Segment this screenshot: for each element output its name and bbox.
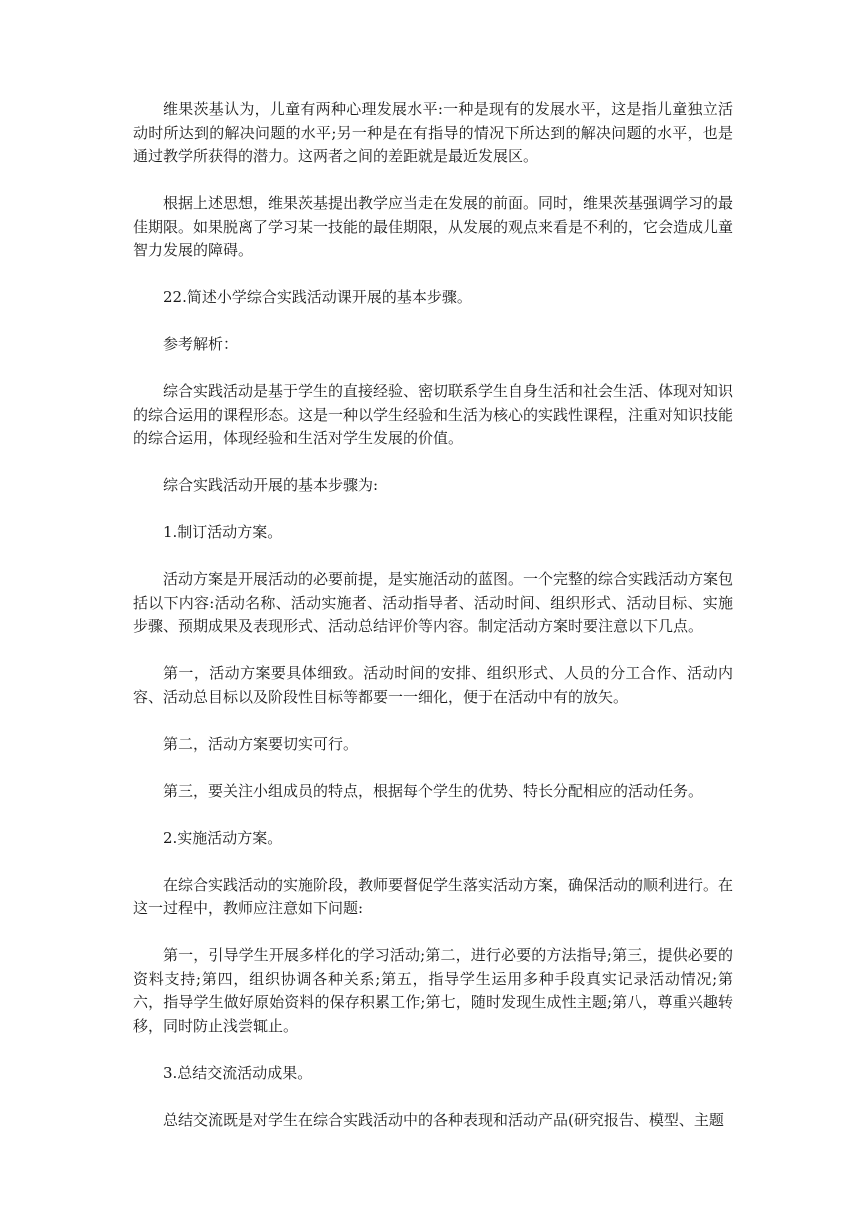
paragraph-plan-content: 活动方案是开展活动的必要前提，是实施活动的蓝图。一个完整的综合实践活动方案包括以下内容:活动名称、活动实施者、活动指导者、活动时间、组织形式、活动目标、实施步骤、预期成果及表现形式、活动总结评价等内容。制定活动方案时要注意以下几点。 [133, 570, 734, 635]
paragraph-steps-intro: 综合实践活动开展的基本步骤为: [163, 476, 379, 494]
paragraph-vygotsky-levels: 维果茨基认为，儿童有两种心理发展水平:一种是现有的发展水平，这是指儿童独立活动时所达到的解决问题的水平;另一种是在有指导的情况下所达到的解决问题的水平，也是通过教学所获得的潜力。这两者之间的差距就是最近发展区。 [133, 100, 733, 165]
reference-answer-label: 参考解析： [163, 335, 239, 353]
paragraph-plan-point-1: 第一，活动方案要具体细致。活动时间的安排、组织形式、人员的分工合作、活动内容、活动总目标以及阶段性目标等都要一一细化，便于在活动中有的放矢。 [133, 664, 733, 706]
step-2-heading: 2.实施活动方案。 [163, 828, 283, 847]
paragraph-plan-point-3: 第三，要关注小组成员的特点，根据每个学生的优势、特长分配相应的活动任务。 [163, 781, 704, 800]
paragraph-plan-point-2: 第二，活动方案要切实可行。 [163, 734, 359, 753]
paragraph-summary-exchange: 总结交流既是对学生在综合实践活动中的各种表现和活动产品(研究报告、模型、主题 [163, 1110, 724, 1129]
paragraph-implementation: 在综合实践活动的实施阶段，教师要督促学生落实活动方案，确保活动的顺利进行。在这一过程中，教师应注意如下问题: [133, 875, 734, 917]
step-3-heading: 3.总结交流活动成果。 [163, 1063, 313, 1082]
document-page [133, 98, 733, 1156]
paragraph-definition: 综合实践活动是基于学生的直接经验、密切联系学生自身生活和社会生活、体现对知识的综合运用的课程形态。这是一种以学生经验和生活为核心的实践性课程，注重对知识技能的综合运用，体现经验和生活对学生发展的价值。 [133, 382, 734, 447]
question-heading: 22.简述小学综合实践活动课开展的基本步骤。 [163, 288, 472, 306]
paragraph-teaching-ahead: 根据上述思想，维果茨基提出教学应当走在发展的前面。同时，维果茨基强调学习的最佳期限。如果脱离了学习某一技能的最佳期限，从发展的观点来看是不利的，它会造成儿童智力发展的障碍。 [133, 194, 734, 259]
paragraph-implementation-points: 第一，引导学生开展多样化的学习活动;第二，进行必要的方法指导;第三，提供必要的资料支持;第四，组织协调各种关系;第五，指导学生运用多种手段真实记录活动情况;第六，指导学生做好原始资料的保存积累工作;第七，随时发现生成性主题;第八，尊重兴趣转移，同时防止浅尝辄止。 [133, 946, 733, 1035]
step-1-heading: 1.制订活动方案。 [163, 523, 283, 541]
